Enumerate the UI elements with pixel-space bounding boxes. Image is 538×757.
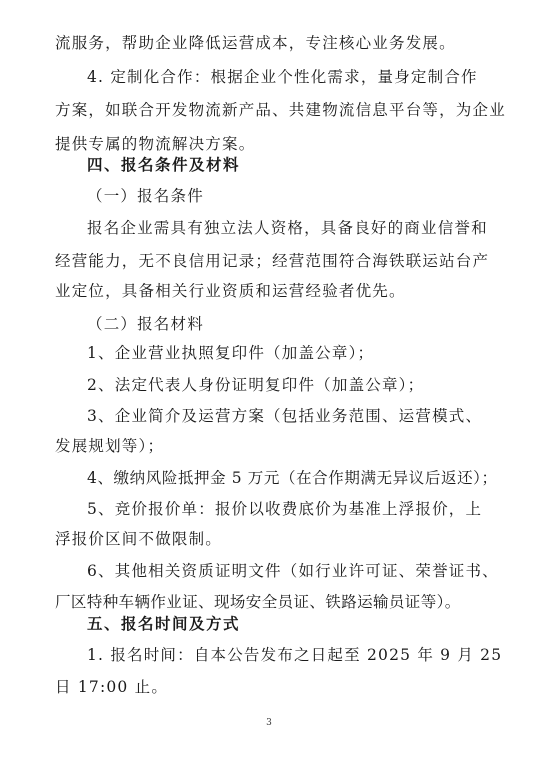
list-item: 1、企业营业执照复印件（加盖公章）； (87, 344, 375, 362)
page-number: 3 (266, 718, 272, 728)
list-item: 2、法定代表人身份证明复印件（加盖公章）； (87, 376, 425, 394)
text-line: 经营能力，无不良信用记录；经营范围符合海铁联运站台产 (55, 252, 490, 270)
list-item-continuation: 厂区特种车辆作业证、现场安全员证、铁路运输员证等）。 (55, 593, 461, 611)
text-line: 报名企业需具有独立法人资格，具备良好的商业信誉和 (87, 219, 488, 237)
text-line: 提供专属的物流解决方案。 (55, 135, 256, 153)
subsection-heading: （一）报名条件 (87, 187, 204, 205)
text-line: 业定位，具备相关行业资质和运营经验者优先。 (55, 282, 406, 300)
text-line: 流服务，帮助企业降低运营成本，专注核心业务发展。 (55, 34, 456, 52)
text-line: 日 17:00 止。 (55, 678, 169, 696)
list-item: 5、竞价报价单：报价以收费底价为基准上浮报价，上 (87, 500, 483, 518)
subsection-heading: （二）报名材料 (87, 315, 204, 333)
list-item: 4、缴纳风险抵押金 5 万元（在合作期满无异议后返还）； (87, 469, 498, 487)
list-item: 6、其他相关资质证明文件（如行业许可证、荣誉证书、 (87, 562, 499, 580)
list-item-continuation: 发展规划等）； (55, 437, 165, 455)
list-item-continuation: 浮报价区间不做限制。 (55, 530, 223, 548)
list-item: 3、企业简介及运营方案（包括业务范围、运营模式、 (87, 407, 483, 425)
text-line: 1. 报名时间：自本公告发布之日起至 2025 年 9 月 25 (87, 646, 503, 664)
text-line: 方案，如联合开发物流新产品、共建物流信息平台等，为企业 (55, 101, 506, 119)
section-heading: 五、报名时间及方式 (87, 615, 241, 633)
text-line: 4. 定制化合作：根据企业个性化需求，量身定制合作 (87, 68, 478, 86)
section-heading: 四、报名条件及材料 (87, 156, 241, 174)
